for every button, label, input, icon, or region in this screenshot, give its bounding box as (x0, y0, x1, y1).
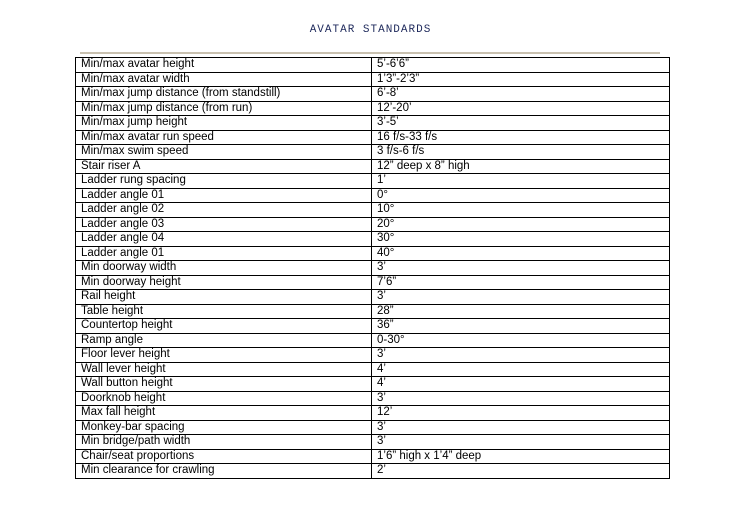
standard-label: Min clearance for crawling (76, 464, 372, 479)
table-row (76, 217, 670, 232)
table-row (76, 58, 670, 73)
standard-value: 3’ (372, 290, 670, 305)
standard-label: Chair/seat proportions (76, 449, 372, 464)
table-row (76, 174, 670, 189)
table-row (76, 290, 670, 305)
standard-value: 16 f/s-33 f/s (372, 130, 670, 145)
standard-label: Min bridge/path width (76, 435, 372, 450)
table-row (76, 261, 670, 276)
standard-label: Min/max swim speed (76, 145, 372, 160)
document-title: AVATAR STANDARDS (309, 24, 432, 36)
standard-value: 3’ (372, 435, 670, 450)
title-divider (80, 52, 660, 54)
standard-label: Wall button height (76, 377, 372, 392)
standard-label: Ladder angle 04 (76, 232, 372, 247)
table-row (76, 130, 670, 145)
standard-value: 12” deep x 8” high (372, 159, 670, 174)
standard-value: 1’6” high x 1’4” deep (372, 449, 670, 464)
table-row (76, 116, 670, 131)
table-row (76, 304, 670, 319)
standard-label: Countertop height (76, 319, 372, 334)
standard-value: 30° (372, 232, 670, 247)
standard-value: 4’ (372, 377, 670, 392)
standard-label: Ladder angle 02 (76, 203, 372, 218)
standard-value: 28” (372, 304, 670, 319)
table-body (76, 58, 670, 479)
table-row (76, 377, 670, 392)
table-row (76, 159, 670, 174)
standard-value: 0° (372, 188, 670, 203)
standard-label: Min/max jump height (76, 116, 372, 131)
avatar-standards-table (75, 57, 670, 479)
table-row (76, 145, 670, 160)
standard-label: Ladder angle 01 (76, 188, 372, 203)
standard-value: 3’ (372, 391, 670, 406)
standard-value: 1’ (372, 174, 670, 189)
standard-value: 36” (372, 319, 670, 334)
standard-value: 40° (372, 246, 670, 261)
standard-value: 4’ (372, 362, 670, 377)
table-row (76, 348, 670, 363)
standard-value: 3’ (372, 261, 670, 276)
standard-value: 3 f/s-6 f/s (372, 145, 670, 160)
standard-label: Min/max jump distance (from standstill) (76, 87, 372, 102)
table-row (76, 87, 670, 102)
standard-label: Min/max avatar run speed (76, 130, 372, 145)
table-row (76, 232, 670, 247)
standard-value: 7’6” (372, 275, 670, 290)
table-row (76, 406, 670, 421)
table-row (76, 333, 670, 348)
standard-label: Wall lever height (76, 362, 372, 377)
standard-label: Monkey-bar spacing (76, 420, 372, 435)
standard-value: 20° (372, 217, 670, 232)
standard-label: Doorknob height (76, 391, 372, 406)
table-row (76, 246, 670, 261)
standard-label: Min doorway height (76, 275, 372, 290)
standard-label: Max fall height (76, 406, 372, 421)
standard-label: Min/max avatar height (76, 58, 372, 73)
standard-value: 12’-20’ (372, 101, 670, 116)
standard-label: Ramp angle (76, 333, 372, 348)
standard-value: 2’ (372, 464, 670, 479)
standard-value: 10° (372, 203, 670, 218)
table-row (76, 319, 670, 334)
standard-label: Min/max avatar width (76, 72, 372, 87)
standard-label: Stair riser A (76, 159, 372, 174)
standard-label: Ladder angle 01 (76, 246, 372, 261)
table-row (76, 275, 670, 290)
standard-value: 1’3”-2’3” (372, 72, 670, 87)
standard-label: Floor lever height (76, 348, 372, 363)
table-row (76, 72, 670, 87)
standard-label: Table height (76, 304, 372, 319)
table-row (76, 362, 670, 377)
standard-label: Rail height (76, 290, 372, 305)
table-row (76, 464, 670, 479)
table-row (76, 449, 670, 464)
standard-label: Min doorway width (76, 261, 372, 276)
standard-value: 5’-6’6” (372, 58, 670, 73)
table-row (76, 188, 670, 203)
table-row (76, 391, 670, 406)
table-row (76, 420, 670, 435)
standard-label: Ladder rung spacing (76, 174, 372, 189)
standard-value: 3’ (372, 420, 670, 435)
standard-value: 0-30° (372, 333, 670, 348)
standard-value: 12’ (372, 406, 670, 421)
standard-value: 3’-5’ (372, 116, 670, 131)
standard-label: Ladder angle 03 (76, 217, 372, 232)
standard-label: Min/max jump distance (from run) (76, 101, 372, 116)
standard-value: 6’-8’ (372, 87, 670, 102)
table-row (76, 101, 670, 116)
table-row (76, 435, 670, 450)
standard-value: 3’ (372, 348, 670, 363)
table-row (76, 203, 670, 218)
